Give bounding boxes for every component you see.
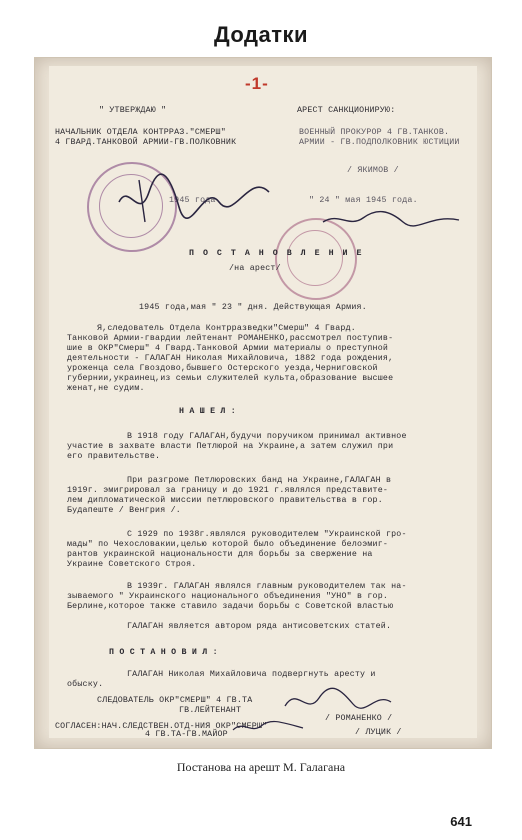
left-date: 1945 года.: [169, 196, 221, 205]
page-number: 641: [450, 814, 472, 829]
found-paragraph-5: ГАЛАГАН является автором ряда антисоветских статей.: [127, 622, 392, 631]
left-authority-1: НАЧАЛЬНИК ОТДЕЛА КОНТРРАЗ."СМЕРШ": [55, 128, 226, 137]
right-authority-1: ВОЕННЫЙ ПРОКУРОР 4 ГВ.ТАНКОВ.: [299, 128, 450, 137]
figure-caption: Постанова на арешт М. Галагана: [176, 760, 346, 774]
date-line: 1945 года,мая " 23 " дня. Действующая Армия.: [139, 303, 367, 312]
signature-right: [319, 204, 469, 234]
signature-agreed: [229, 716, 309, 738]
agreed-line-2: 4 ГВ.ТА-ГВ.МАЙОР: [145, 730, 228, 739]
right-name: / ЯКИМОВ /: [347, 166, 399, 175]
found-heading: Н А Ш Е Л :: [179, 407, 236, 416]
doc-subtitle: /на арест/: [229, 264, 281, 273]
investigator-name: / РОМАНЕНКО /: [325, 714, 393, 723]
agreed-name: / ЛУЦИК /: [355, 728, 402, 737]
right-authority-2: АРМИИ - ГВ.ПОДПОЛКОВНИК ЮСТИЦИИ: [299, 138, 460, 147]
investigator-line-2: ГВ.ЛЕЙТЕНАНТ: [179, 706, 242, 715]
investigator-line-1: СЛЕДОВАТЕЛЬ ОКР"СМЕРШ" 4 ГВ.ТА: [97, 696, 253, 705]
document-scan: [34, 57, 492, 749]
decided-heading: П О С Т А Н О В И Л :: [109, 648, 218, 657]
left-authority-2: 4 ГВАРД.ТАНКОВОЙ АРМИИ-ГВ.ПОЛКОВНИК: [55, 138, 237, 147]
document-page: -1- " УТВЕРЖДАЮ " АРЕСТ САНКЦИОНИРУЮ: НАЧАЛЬНИК ОТДЕЛА КОНТРРАЗ."СМЕРШ" 4 ГВАРД.ТАНКОВОЙ АРМИИ-ГВ.ПОЛКОВНИК ВОЕННЫЙ ПРОКУРОР 4 ГВ.ТАНКОВ. АРМИИ - ГВ.ПОДПОЛКОВНИК ЮСТИЦИИ / ЯКИМОВ / 1945 года. " 24 " мая 1945 года. П О С Т А Н О В Л Е Н И Е /на арест/ 1945 года,мая " 23 " дня. Действующая Армия. Я,следователь Отдела Контрразведки"Смерш" 4 Гвард. Танковой Армии-гвардии лейтенант РОМАНЕНКО,рассмотрел поступив- шие в ОКР"Смерш" 4 Гвард.Танковой Армии материалы о преступной деятельности - ГАЛАГАН Николая Михайловича, 1882 года рождения, уроженца села Гвоздово,бывшего Остерского уезда,Черниговской губернии,украинец,из семьи служителей культа,образование высшее женат,не судим. Н А Ш Е Л : В 1918 году ГАЛАГАН,будучи поручиком принимал активное участие в захвате власти Петлюрой на Украине,а затем служил при его правительстве. При разгроме Петлюровских банд на Украине,ГАЛАГАН в 1919г. эмигрировал за границу и до 1921 г.являлся представите- лем дипломатической миссии петлюровского правительства в гор. Будапеште / Венгрия /. С 1929 по 1938г.являлся руководителем "Украинской гро- мады" по Чехословакии,целью которой было объединение белоэмиг- рантов украинской национальности для борьбы за свержение на Украине Советского Строя. В 1939г. ГАЛАГАН являлся главным руководителем так на- зываемого " Украинского национального объединения "УНО" в гор. Берлине,которое также ставило задачи борьбы с Советской властью ГАЛАГАН является автором ряда антисоветских статей. П О С Т А Н О В И Л : ГАЛАГАН Николая Михайловича подвергнуть аресту и обыску. СЛЕДОВАТЕЛЬ ОКР"СМЕРШ" 4 ГВ.ТА ГВ.ЛЕЙТЕНАНТ / РОМАНЕНКО / СОГЛАСЕН:НАЧ.СЛЕДСТВЕН.ОТД-НИЯ ОКР"СМЕРШ" 4 ГВ.ТА-ГВ.МАЙОР / ЛУЦИК /: [49, 66, 477, 738]
agreed-line-1: СОГЛАСЕН:НАЧ.СЛЕДСТВЕН.ОТД-НИЯ ОКР"СМЕРШ": [55, 722, 268, 731]
signature-left: [109, 162, 279, 232]
section-title: Додатки: [213, 22, 309, 47]
right-date: " 24 " мая 1945 года.: [309, 196, 418, 205]
approve-left: " УТВЕРЖДАЮ ": [99, 106, 167, 115]
doc-title: П О С Т А Н О В Л Е Н И Е: [189, 249, 364, 258]
page-mark: -1-: [245, 74, 269, 93]
approve-right: АРЕСТ САНКЦИОНИРУЮ:: [297, 106, 396, 115]
